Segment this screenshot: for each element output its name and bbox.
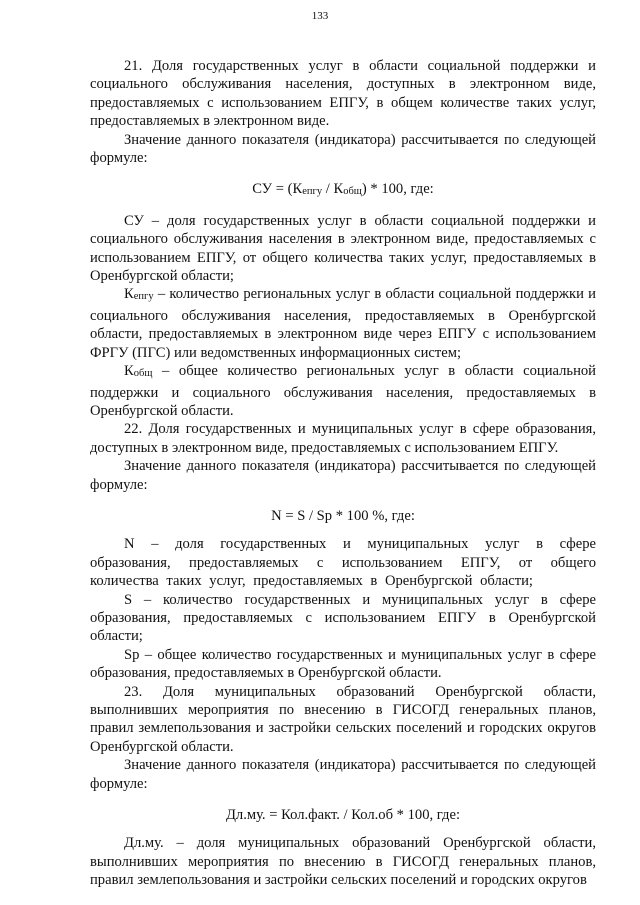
definition-sp: Sp – общее количество государственных и муниципальных услуг в сфере образования, предоставляемых в Оренбургской области.	[90, 646, 596, 682]
definition-symbol: К	[124, 286, 134, 303]
formula-subscript: общ	[343, 186, 362, 198]
definition-symbol: К	[124, 363, 134, 380]
page-number: 133	[311, 10, 329, 22]
definition-text: – количество региональных услуг в области социальной поддержки и социального обслуживания населения, предоставляемых в Оренбургской области, предоставляемых в электронном виде через ЕПГУ с использованием ФРГУ (ПГС) или ведомственных информационных систем;	[90, 286, 596, 361]
section-21-formula	[90, 180, 596, 201]
definition-text: – общее количество региональных услуг в области социальной поддержки и социального обслуживания населения, предоставляемых в Оренбургской области.	[90, 363, 596, 419]
definition-subscript: епгу	[133, 291, 154, 303]
section-21-title: 21. Доля государственных услуг в области социальной поддержки и социального обслуживания населения, доступных в электронном виде, предоставляемых с использованием ЕПГУ, в общем количестве таких услуг, предоставляемых в электронном виде.	[90, 58, 596, 130]
section-22-intro: Значение данного показателя (индикатора) рассчитывается по следующей формуле:	[90, 458, 596, 493]
formula-part: СУ = (К	[252, 181, 303, 198]
section-22-title: 22. Доля государственных и муниципальных услуг в сфере образования, доступных в электронном виде, предоставляемых с использованием ЕПГУ.	[90, 421, 596, 456]
section-22-formula: N = S / Sp * 100 %, где:	[271, 507, 415, 524]
definition-kobsh	[90, 362, 596, 420]
definition-dlmu: Дл.му. – доля муниципальных образований Оренбургской области, выполнивших мероприятия по внесению в ГИСОГД генеральных планов, правил землепользования и застройки сельских поселений и городских округов	[90, 835, 596, 889]
definition-n: N – доля государственных и муниципальных услуг в сфере образования, предоставляемых с использованием ЕПГУ, от общего количества таких услуг, предоставляемых в Оренбургской области;	[90, 536, 596, 590]
formula-part: ) * 100, где:	[361, 181, 434, 198]
definition-kepgu	[90, 285, 596, 362]
definition-s: S – количество государственных и муниципальных услуг в сфере образования, предоставляемых с использованием ЕПГУ в Оренбургской области;	[90, 591, 596, 645]
section-21-intro: Значение данного показателя (индикатора) рассчитывается по следующей формуле:	[90, 131, 596, 167]
definition-su: СУ – доля государственных услуг в области социальной поддержки и социального обслуживания населения в электронном виде, предоставляемых с использованием ЕПГУ, от общего количества таких услуг, предоставляемых в Оренбургской области;	[90, 212, 596, 285]
formula-subscript: епгу	[302, 186, 323, 198]
document-body	[90, 57, 596, 890]
section-23-intro: Значение данного показателя (индикатора) рассчитывается по следующей формуле:	[90, 757, 596, 792]
formula-part: / К	[322, 181, 344, 198]
section-23-title: 23. Доля муниципальных образований Оренбургской области, выполнивших мероприятия по внесению в ГИСОГД генеральных планов, правил землепользования и застройки сельских поселений и городских округов Оренбургской области.	[90, 683, 596, 755]
definition-subscript: общ	[133, 368, 153, 380]
section-23-formula: Дл.му. = Кол.факт. / Кол.об * 100, где:	[225, 807, 461, 824]
